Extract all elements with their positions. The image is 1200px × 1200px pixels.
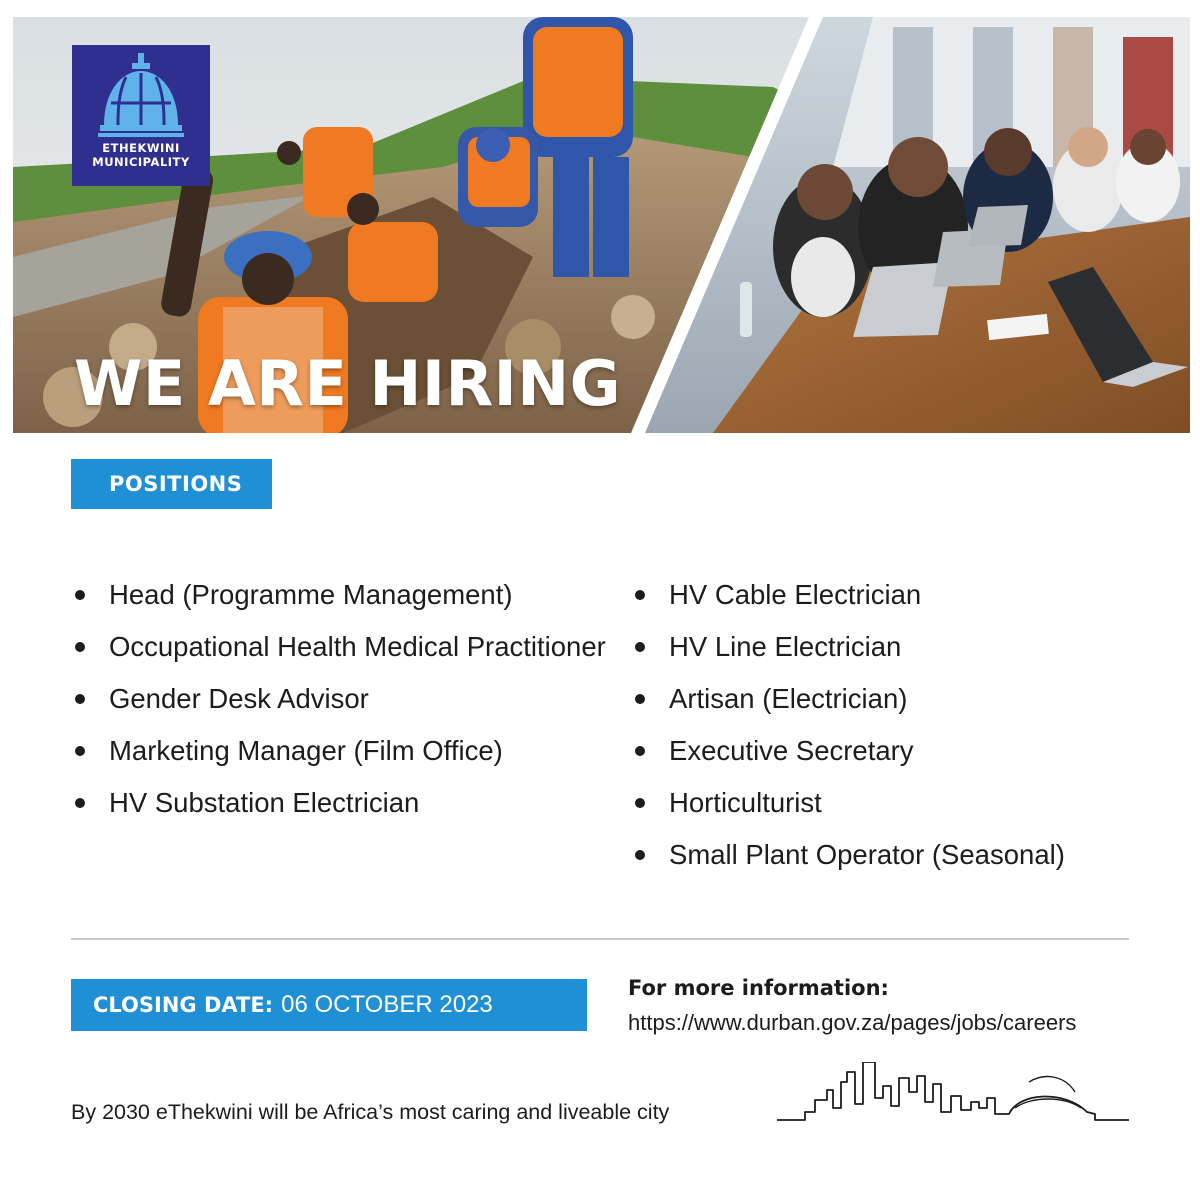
- careers-link[interactable]: https://www.durban.gov.za/pages/jobs/careers: [628, 1010, 1077, 1035]
- list-item: [70, 784, 610, 822]
- position-title: HV Line Electrician: [669, 631, 902, 662]
- positions-list-right: [630, 576, 1190, 888]
- bullet-icon: [75, 694, 85, 704]
- closing-date-value: 06 OCTOBER 2023: [281, 991, 493, 1018]
- bullet-icon: [635, 642, 645, 652]
- list-item: [630, 836, 1190, 874]
- bullet-icon: [635, 798, 645, 808]
- bullet-icon: [75, 590, 85, 600]
- list-item: [630, 576, 1190, 614]
- section-divider: [71, 938, 1129, 940]
- vision-statement: By 2030 eThekwini will be Africa’s most caring and liveable city: [71, 1100, 670, 1124]
- positions-heading: POSITIONS: [71, 459, 272, 509]
- bullet-icon: [75, 798, 85, 808]
- bullet-icon: [635, 694, 645, 704]
- list-item: [70, 732, 610, 770]
- list-item: [630, 732, 1190, 770]
- list-item: [630, 628, 1190, 666]
- durban-skyline-icon: [775, 1062, 1131, 1126]
- position-title: Executive Secretary: [669, 735, 914, 766]
- ethekwini-logo: [72, 45, 210, 186]
- list-item: [70, 576, 610, 614]
- position-title: Marketing Manager (Film Office): [109, 735, 503, 766]
- bullet-icon: [635, 850, 645, 860]
- bullet-icon: [75, 642, 85, 652]
- more-info-title: For more information:: [628, 976, 889, 1000]
- position-title: HV Cable Electrician: [669, 579, 922, 610]
- bullet-icon: [75, 746, 85, 756]
- list-item: [630, 680, 1190, 718]
- closing-date-label: CLOSING DATE:: [93, 993, 274, 1017]
- position-title: Artisan (Electrician): [669, 683, 908, 714]
- positions-list-left: [70, 576, 610, 836]
- logo-line-ethekwini: ETHEKWINI: [102, 141, 180, 155]
- position-title: Gender Desk Advisor: [109, 683, 369, 714]
- city-hall-dome-icon: [96, 53, 186, 139]
- bullet-icon: [635, 590, 645, 600]
- position-title: Occupational Health Medical Practitioner: [109, 631, 606, 662]
- position-title: Horticulturist: [669, 787, 822, 818]
- hiring-headline: WE ARE HIRING: [74, 347, 622, 420]
- list-item: [630, 784, 1190, 822]
- position-title: Head (Programme Management): [109, 579, 513, 610]
- bullet-icon: [635, 746, 645, 756]
- list-item: [70, 628, 610, 666]
- list-item: [70, 680, 610, 718]
- position-title: Small Plant Operator (Seasonal): [669, 839, 1065, 870]
- position-title: HV Substation Electrician: [109, 787, 420, 818]
- logo-line-municipality: MUNICIPALITY: [92, 155, 190, 169]
- closing-date-banner: [71, 979, 587, 1031]
